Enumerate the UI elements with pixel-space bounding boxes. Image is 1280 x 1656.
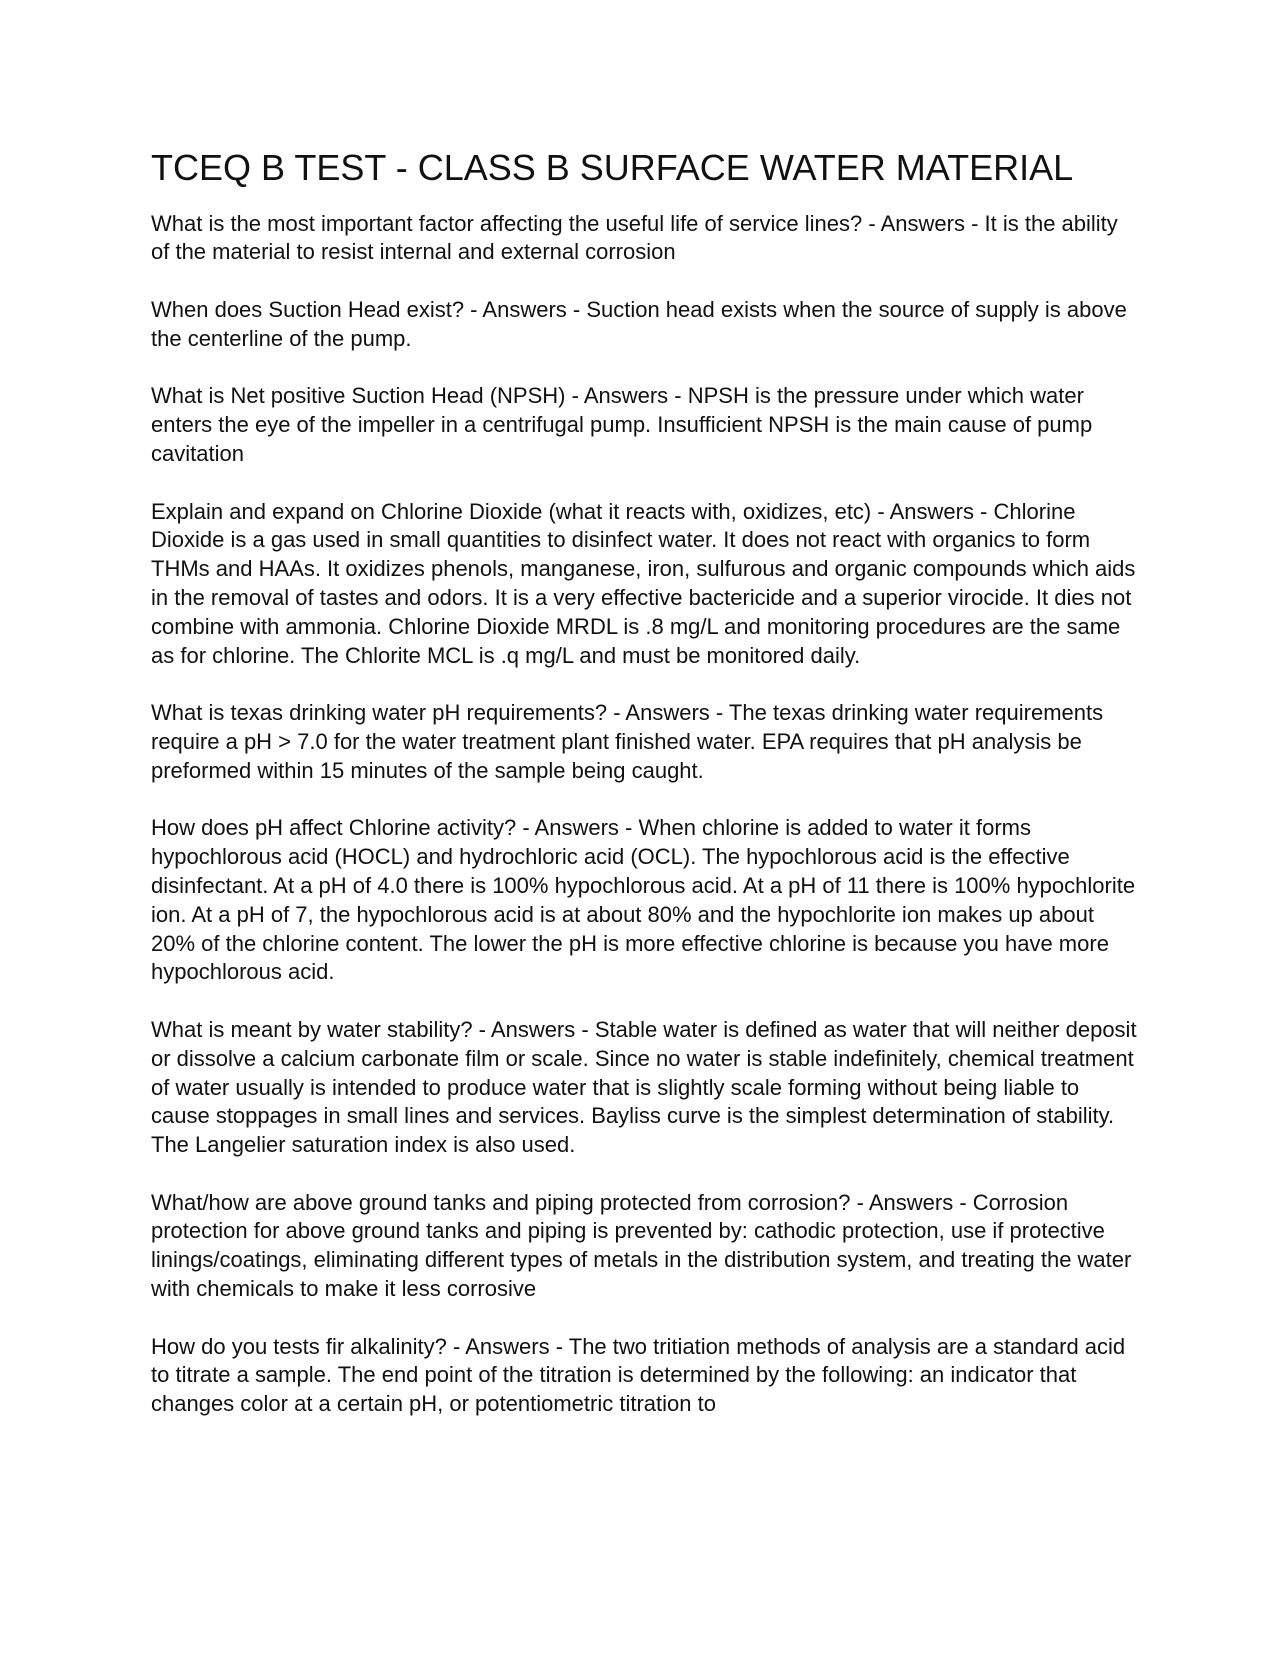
qa-entry: What is the most important factor affecting the useful life of service lines? - Answers - It is the ability of the material to resist internal and external corrosion <box>151 210 1118 265</box>
document-page <box>151 148 1141 1448</box>
qa-entry: Explain and expand on Chlorine Dioxide (what it reacts with, oxidizes, etc) - Answers - Chlorine Dioxide is a gas used in small quantities to disinfect water. It does not react with organics to form THMs and HAAs. It oxidizes phenols, manganese, iron, sulfurous and organic compounds which aids in the removal of tastes and odors. It is a very effective bactericide and a superior virocide. It dies not combine with ammonia. Chlorine Dioxide MRDL is .8 mg/L and monitoring procedures are the same as for chlorine. The Chlorite MCL is .q mg/L and must be monitored daily. <box>151 498 1136 668</box>
qa-entry: How do you tests fir alkalinity? - Answers - The two tritiation methods of analysis are a standard acid to titrate a sample. The end point of the titration is determined by the following: an indicator that changes color at a certain pH, or potentiometric titration to <box>151 1333 1126 1417</box>
qa-entry: What/how are above ground tanks and piping protected from corrosion? - Answers - Corrosion protection for above ground tanks and piping is prevented by: cathodic protection, use if protective linings/coatings, eliminating different types of metals in the distribution system, and treating the water with chemicals to make it less corrosive <box>151 1189 1132 1302</box>
qa-entry: What is meant by water stability? - Answers - Stable water is defined as water that will neither deposit or dissolve a calcium carbonate film or scale. Since no water is stable indefinitely, chemical treatment of water usually is intended to produce water that is slightly scale forming without being liable to cause stoppages in small lines and services. Bayliss curve is the simplest determination of stability. The Langelier saturation index is also used. <box>151 1016 1137 1158</box>
document-title: TCEQ B TEST - CLASS B SURFACE WATER MATERIAL <box>151 147 1074 188</box>
qa-list <box>151 210 1141 1419</box>
qa-entry: How does pH affect Chlorine activity? - Answers - When chlorine is added to water it forms hypochlorous acid (HOCL) and hydrochloric acid (OCL). The hypochlorous acid is the effective disinfectant. At a pH of 4.0 there is 100% hypochlorous acid. At a pH of 11 there is 100% hypochlorite ion. At a pH of 7, the hypochlorous acid is at about 80% and the hypochlorite ion makes up about 20% of the chlorine content. The lower the pH is more effective chlorine is because you have more hypochlorous acid. <box>151 815 1136 985</box>
qa-entry: When does Suction Head exist? - Answers - Suction head exists when the source of supply is above the centerline of the pump. <box>151 296 1127 351</box>
qa-entry: What is Net positive Suction Head (NPSH) - Answers - NPSH is the pressure under which water enters the eye of the impeller in a centrifugal pump. Insufficient NPSH is the main cause of pump cavitation <box>151 383 1093 466</box>
qa-entry: What is texas drinking water pH requirements? - Answers - The texas drinking water requirements require a pH > 7.0 for the water treatment plant finished water. EPA requires that pH analysis be preformed within 15 minutes of the sample being caught. <box>151 700 1104 783</box>
